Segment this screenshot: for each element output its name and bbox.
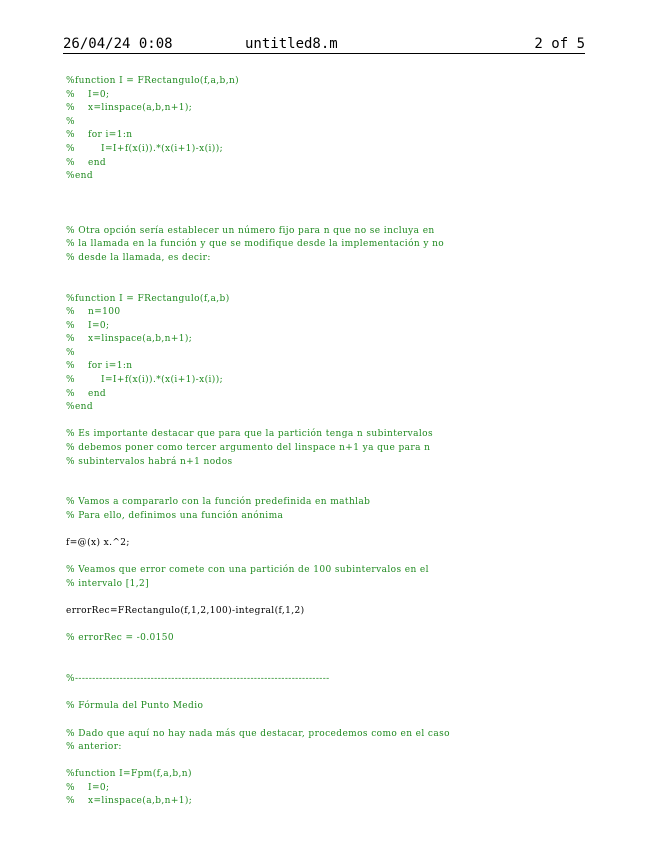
blank-line: [66, 551, 586, 565]
file-name: untitled8.m: [245, 36, 338, 52]
comment-line: % subintervalos habrá n+1 nodos: [66, 456, 233, 467]
comment-line: % errorRec = -0.0150: [66, 633, 175, 644]
comment-line: % I=0;: [66, 320, 110, 331]
comment-line: %: [66, 347, 75, 358]
comment-line: % I=I+f(x(i)).*(x(i+1)-x(i));: [66, 375, 224, 386]
blank-line: [66, 279, 586, 293]
comment-line: %function I = FRectangulo(f,a,b,n): [66, 76, 240, 86]
comment-line: % Otra opción sería establecer un número fijo para n que no se incluya en: [66, 225, 435, 236]
blank-line: [66, 592, 586, 606]
comment-line: %: [66, 116, 75, 127]
comment-line: % intervalo [1,2]: [66, 578, 150, 589]
comment-line: % for i=1:n: [66, 130, 133, 141]
comment-line: % Dado que aquí no hay nada más que destacar, procedemos como en el caso: [66, 728, 450, 739]
comment-line: % la llamada en la función y que se modifique desde la implementación y no: [66, 239, 445, 250]
blank-line: [66, 265, 586, 279]
blank-line: [66, 469, 586, 483]
comment-line: % I=0;: [66, 89, 110, 100]
comment-line: % I=I+f(x(i)).*(x(i+1)-x(i));: [66, 143, 224, 154]
code-line: errorRec=FRectangulo(f,1,2,100)-integral(f,1,2): [66, 606, 305, 617]
comment-line: % Vamos a compararlo con la función predefinida en mathlab: [66, 497, 371, 508]
blank-line: [66, 184, 586, 198]
blank-line: [66, 660, 586, 674]
comment-line: % Fórmula del Punto Medio: [66, 701, 204, 712]
comment-line: %end: [66, 171, 94, 182]
comment-line: % Veamos que error comete con una partición de 100 subintervalos en el: [66, 565, 429, 576]
blank-line: [66, 415, 586, 429]
blank-line: [66, 646, 586, 660]
blank-line: [66, 211, 586, 225]
comment-line: % for i=1:n: [66, 361, 133, 372]
comment-line: % debemos poner como tercer argumento del linspace n+1 ya que para n: [66, 443, 431, 454]
blank-line: [66, 714, 586, 728]
header-divider: [63, 53, 585, 54]
page-number: 2 of 5: [534, 36, 585, 52]
comment-line: % Para ello, definimos una función anónima: [66, 511, 284, 521]
comment-line: % anterior:: [66, 742, 122, 753]
blank-line: [66, 687, 586, 701]
blank-line: [66, 755, 586, 769]
blank-line: [66, 524, 586, 538]
comment-line: %function I=Fpm(f,a,b,n): [66, 769, 192, 780]
comment-line: % I=0;: [66, 782, 110, 793]
code-line: f=@(x) x.^2;: [66, 538, 130, 549]
comment-line: % end: [66, 157, 107, 168]
print-date: 26/04/24 0:08: [63, 36, 173, 52]
comment-line: % Es importante destacar que para que la partición tenga n subintervalos: [66, 429, 434, 440]
blank-line: [66, 619, 586, 633]
comment-line: % desde la llamada, es decir:: [66, 252, 211, 263]
comment-line: %end: [66, 402, 94, 413]
comment-line: %--------------------------------------------------------------------------: [66, 674, 330, 685]
comment-line: % x=linspace(a,b,n+1);: [66, 796, 193, 807]
comment-line: % x=linspace(a,b,n+1);: [66, 334, 193, 345]
comment-line: % x=linspace(a,b,n+1);: [66, 103, 193, 114]
comment-line: % end: [66, 388, 107, 399]
blank-line: [66, 483, 586, 497]
code-listing: [66, 75, 586, 809]
comment-line: %function I = FRectangulo(f,a,b): [66, 293, 230, 304]
comment-line: % n=100: [66, 307, 121, 318]
blank-line: [66, 197, 586, 211]
